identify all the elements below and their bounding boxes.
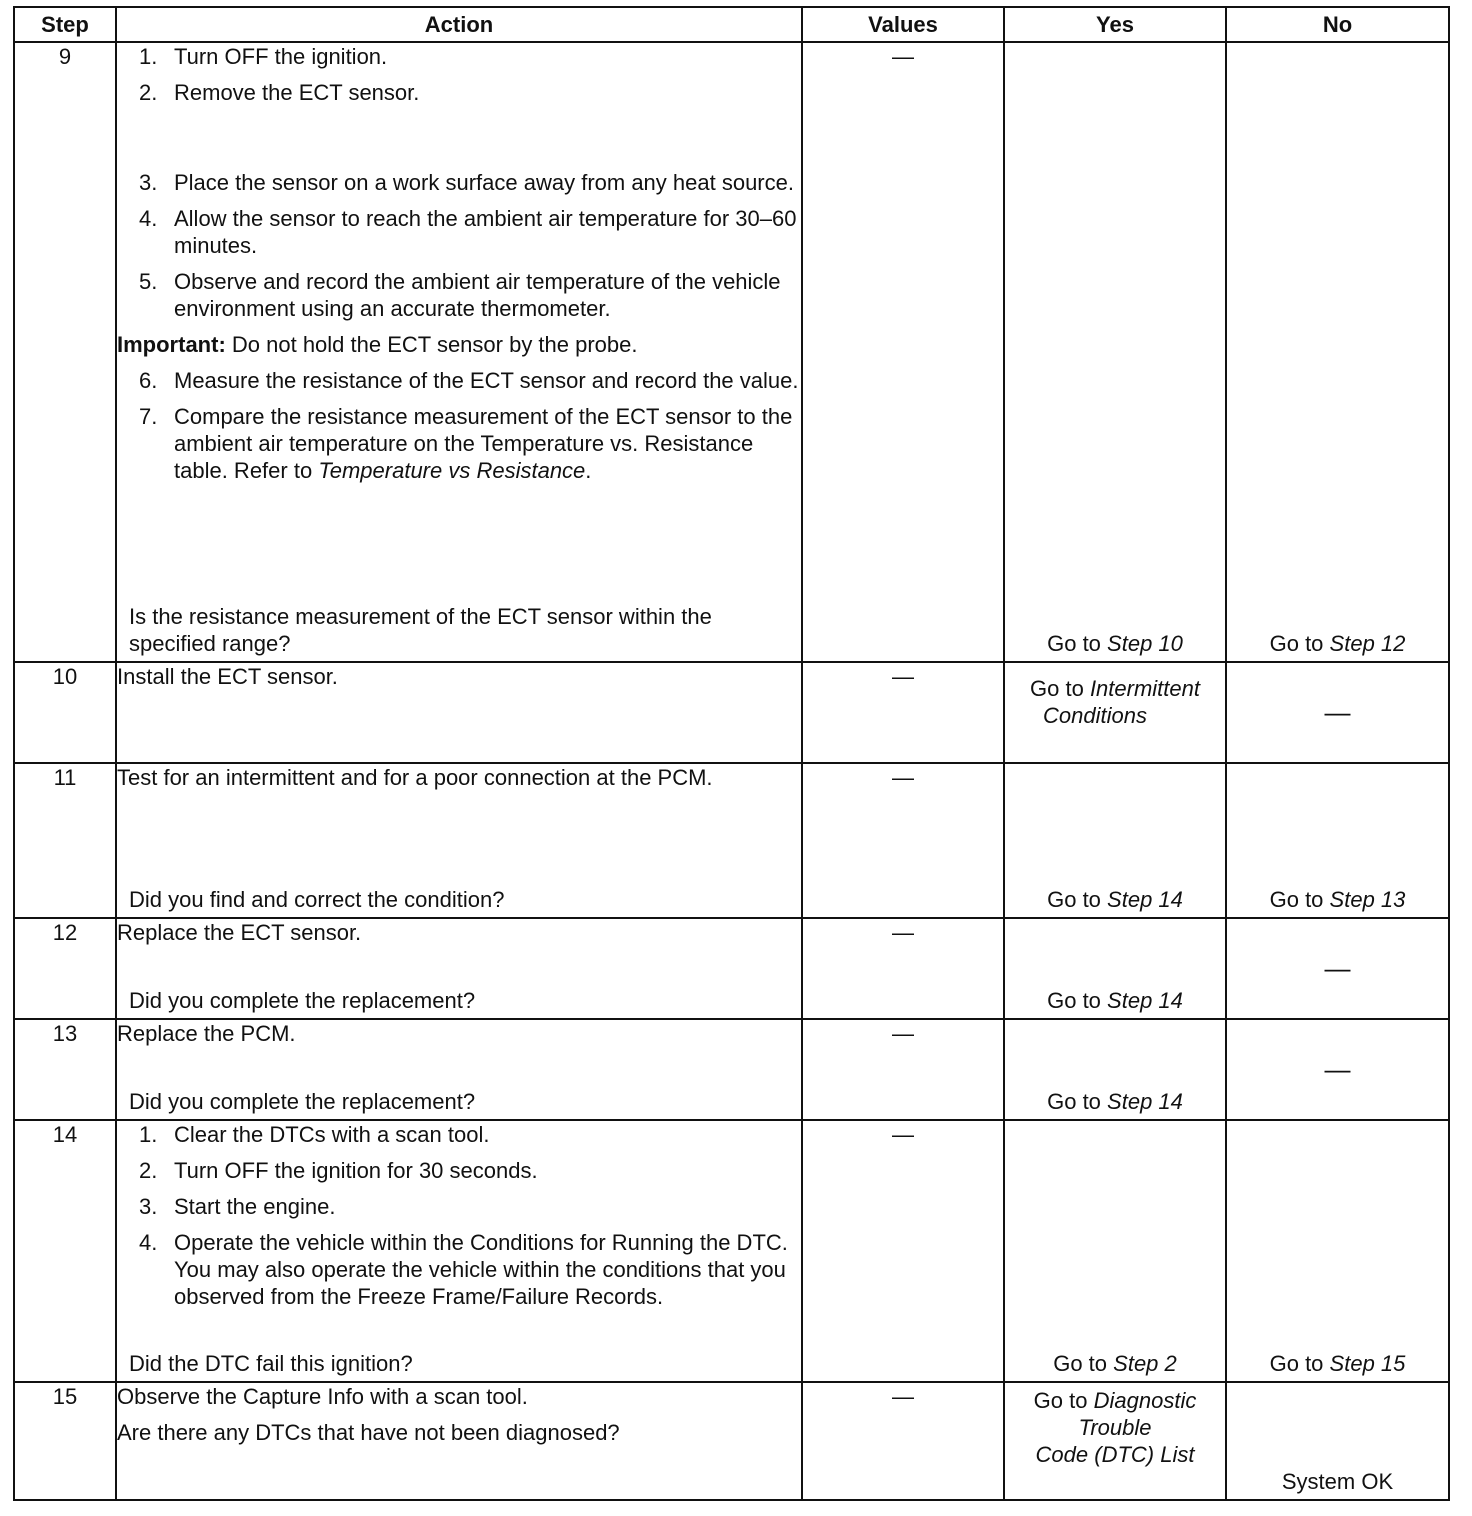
header-yes: Yes — [1004, 7, 1226, 42]
step-number: 10 — [14, 662, 116, 763]
header-action: Action — [116, 7, 802, 42]
list-item: 4. Operate the vehicle within the Conditions for Running the DTC. You may also operate the vehicle within the conditions that you observed from the Freeze Frame/Failure Records. — [139, 1230, 788, 1309]
table-row — [14, 1120, 1449, 1382]
step-number: 12 — [14, 918, 116, 1019]
step-number: 15 — [14, 1382, 116, 1500]
no-link[interactable]: Go to Step 12 — [1269, 631, 1406, 656]
no-cell: — — [1226, 1019, 1449, 1120]
list-item: 7. Compare the resistance measurement of the ECT sensor to the ambient air temperature on the Temperature vs. Resistance table. Refer to Temperature vs Resistance. — [139, 404, 793, 483]
list-item: 3. Start the engine. — [139, 1194, 336, 1219]
question-text: Did the DTC fail this ignition? — [129, 1351, 413, 1376]
table-row — [14, 763, 1449, 918]
list-item: 2. Remove the ECT sensor. — [139, 80, 420, 105]
list-item: 4. Allow the sensor to reach the ambient air temperature for 30–60 minutes. — [139, 206, 797, 258]
action-text: Observe the Capture Info with a scan tool. — [117, 1384, 528, 1409]
action-text: Replace the ECT sensor. — [117, 920, 362, 945]
no-cell — [1226, 42, 1449, 662]
diagnostic-table — [13, 6, 1450, 1501]
yes-link[interactable]: Go to Diagnostic Trouble Code (DTC) List — [1033, 1388, 1197, 1467]
no-link[interactable]: Go to Step 15 — [1269, 1351, 1406, 1376]
step-list — [117, 43, 801, 322]
yes-cell — [1004, 918, 1226, 1019]
yes-link[interactable]: Go to Step 14 — [1047, 988, 1183, 1013]
values-cell: — — [802, 763, 1004, 918]
header-no: No — [1226, 7, 1449, 42]
yes-link[interactable]: Go to Step 14 — [1047, 887, 1183, 912]
system-ok-text: System OK — [1281, 1469, 1394, 1494]
step-number: 11 — [14, 763, 116, 918]
important-note: Important: Do not hold the ECT sensor by the probe. — [117, 332, 638, 357]
values-cell: — — [802, 918, 1004, 1019]
yes-cell — [1004, 763, 1226, 918]
header-step: Step — [14, 7, 116, 42]
action-cell — [116, 1382, 802, 1500]
header-values: Values — [802, 7, 1004, 42]
no-cell — [1226, 1382, 1449, 1500]
step-number: 9 — [14, 42, 116, 662]
table-row — [14, 662, 1449, 763]
values-cell: — — [802, 1382, 1004, 1500]
list-item: 3. Place the sensor on a work surface away from any heat source. — [139, 170, 794, 195]
yes-cell — [1004, 42, 1226, 662]
table-row — [14, 42, 1449, 662]
action-cell — [116, 1120, 802, 1382]
list-item: 1. Turn OFF the ignition. — [139, 44, 388, 69]
list-item: 5. Observe and record the ambient air temperature of the vehicle environment using an accurate thermometer. — [139, 269, 781, 321]
header-row — [14, 7, 1449, 42]
yes-link[interactable]: Go to Intermittent Conditions — [1030, 676, 1200, 728]
table-row — [14, 1382, 1449, 1500]
question-text: Is the resistance measurement of the ECT sensor within the specified range? — [129, 604, 712, 656]
step-list — [117, 367, 801, 484]
values-cell: — — [802, 662, 1004, 763]
yes-cell — [1004, 662, 1226, 763]
yes-cell — [1004, 1382, 1226, 1500]
values-cell: — — [802, 1120, 1004, 1382]
step-list — [117, 1121, 801, 1310]
action-text: Test for an intermittent and for a poor connection at the PCM. — [117, 765, 713, 790]
action-text: Install the ECT sensor. — [117, 664, 338, 689]
table-row — [14, 1019, 1449, 1120]
action-cell — [116, 918, 802, 1019]
no-cell: — — [1226, 662, 1449, 763]
yes-link[interactable]: Go to Step 10 — [1047, 631, 1183, 656]
table-row — [14, 918, 1449, 1019]
values-cell: — — [802, 42, 1004, 662]
action-cell — [116, 42, 802, 662]
list-item: 1. Clear the DTCs with a scan tool. — [139, 1122, 490, 1147]
no-cell: — — [1226, 918, 1449, 1019]
step-number: 13 — [14, 1019, 116, 1120]
question-text: Did you complete the replacement? — [129, 1089, 476, 1114]
yes-link[interactable]: Go to Step 2 — [1053, 1351, 1177, 1376]
yes-link[interactable]: Go to Step 14 — [1047, 1089, 1183, 1114]
values-cell: — — [802, 1019, 1004, 1120]
yes-cell — [1004, 1019, 1226, 1120]
list-item: 2. Turn OFF the ignition for 30 seconds. — [139, 1158, 538, 1183]
yes-cell — [1004, 1120, 1226, 1382]
action-cell — [116, 1019, 802, 1120]
action-cell — [116, 763, 802, 918]
question-text: Did you complete the replacement? — [129, 988, 476, 1013]
action-cell — [116, 662, 802, 763]
question-text: Are there any DTCs that have not been diagnosed? — [117, 1420, 620, 1445]
no-cell — [1226, 1120, 1449, 1382]
list-item: 6. Measure the resistance of the ECT sensor and record the value. — [139, 368, 799, 393]
action-text: Replace the PCM. — [117, 1021, 296, 1046]
no-link[interactable]: Go to Step 13 — [1269, 887, 1406, 912]
step-number: 14 — [14, 1120, 116, 1382]
no-cell — [1226, 763, 1449, 918]
question-text: Did you find and correct the condition? — [129, 887, 505, 912]
